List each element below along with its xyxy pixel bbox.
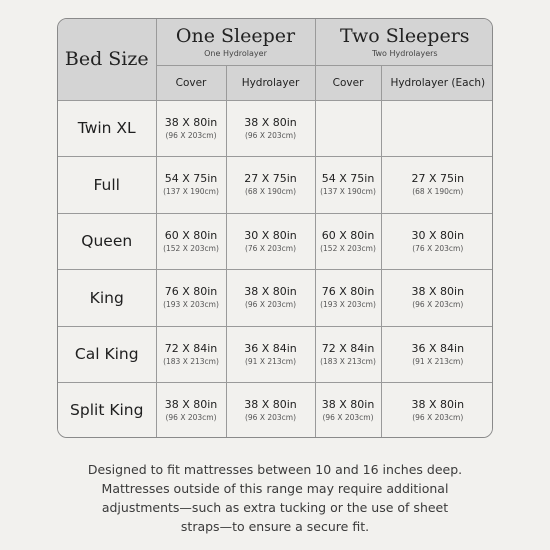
table-row — [58, 156, 493, 213]
dimension-cell — [381, 100, 493, 156]
dimension-inches: 36 X 84in — [244, 341, 297, 355]
row-label: Cal King — [58, 326, 156, 382]
dimension-cell — [156, 326, 226, 382]
dimension-cell — [226, 156, 315, 213]
dimension-cm: (68 X 190cm) — [244, 187, 297, 196]
dimension-inches: 54 X 75in — [164, 172, 218, 185]
size-chart-table-wrapper — [57, 18, 493, 438]
group-title: Two Sleepers — [339, 25, 470, 48]
dimension-inches: 38 X 80in — [411, 397, 465, 411]
row-label: King — [58, 269, 156, 326]
column-header-hydrolayer: Hydrolayer — [226, 65, 315, 100]
dimension-cell — [226, 326, 315, 382]
row-label: Full — [58, 156, 156, 213]
footer-line: straps—to ensure a secure fit. — [180, 519, 370, 534]
footer-line: adjustments—such as extra tucking or the use of sheet — [101, 500, 449, 515]
dimension-cell — [315, 213, 381, 269]
group-subtitle: One Hydrolayer — [204, 49, 267, 59]
dimension-inches: 60 X 80in — [321, 228, 375, 242]
dimension-cell — [156, 269, 226, 326]
dimension-cm: (76 X 203cm) — [244, 243, 297, 253]
bed-size-header: Bed Size — [58, 19, 156, 100]
dimension-cm: (96 X 203cm) — [412, 412, 464, 422]
row-label: Split King — [58, 382, 156, 438]
dimension-cell — [315, 100, 381, 156]
footer-note — [40, 460, 510, 536]
row-label: Twin XL — [58, 100, 156, 156]
dimension-cm: (183 X 213cm) — [163, 356, 219, 366]
dimension-cell — [156, 382, 226, 438]
group-header-two-sleepers — [315, 19, 493, 65]
dimension-inches: 72 X 84in — [164, 341, 218, 355]
dimension-cell — [226, 382, 315, 438]
dimension-inches: 27 X 75in — [411, 172, 465, 185]
table-row — [58, 326, 493, 382]
dimension-cm: (91 X 213cm) — [244, 356, 297, 366]
dimension-cell — [381, 213, 493, 269]
dimension-cm: (193 X 203cm) — [163, 300, 219, 309]
dimension-inches: 38 X 80in — [164, 397, 218, 411]
dimension-cell — [315, 326, 381, 382]
dimension-cell — [156, 213, 226, 269]
dimension-cm: (96 X 203cm) — [165, 130, 217, 140]
dimension-cm: (183 X 213cm) — [320, 356, 376, 366]
dimension-cm: (137 X 190cm) — [163, 187, 219, 196]
table-row — [58, 213, 493, 269]
column-header-cover: Cover — [156, 65, 226, 100]
dimension-cell — [226, 100, 315, 156]
dimension-cm: (96 X 203cm) — [244, 412, 297, 422]
footer-line: Mattresses outside of this range may require additional — [101, 481, 449, 496]
dimension-inches: 38 X 80in — [244, 397, 297, 411]
dimension-inches: 76 X 80in — [164, 285, 218, 298]
group-header-one-sleeper — [156, 19, 315, 65]
dimension-cm: (96 X 203cm) — [322, 412, 374, 422]
dimension-cm: (91 X 213cm) — [412, 356, 464, 366]
size-chart-table — [58, 19, 493, 438]
dimension-cell — [381, 326, 493, 382]
dimension-inches: 60 X 80in — [164, 228, 218, 242]
dimension-cell — [226, 213, 315, 269]
dimension-cell — [315, 382, 381, 438]
dimension-inches: 38 X 80in — [321, 397, 375, 411]
dimension-inches: 72 X 84in — [321, 341, 375, 355]
footer-line: Designed to fit mattresses between 10 and 16 inches deep. — [87, 462, 463, 477]
dimension-inches: 54 X 75in — [321, 172, 375, 185]
dimension-cell — [381, 382, 493, 438]
dimension-cm: (96 X 203cm) — [165, 412, 217, 422]
dimension-inches: 38 X 80in — [164, 115, 218, 129]
dimension-cell — [315, 269, 381, 326]
table-row — [58, 100, 493, 156]
dimension-inches: 38 X 80in — [244, 115, 297, 129]
row-label: Queen — [58, 213, 156, 269]
group-subtitle: Two Hydrolayers — [371, 49, 438, 59]
dimension-cell — [381, 269, 493, 326]
dimension-cm: (68 X 190cm) — [412, 187, 464, 196]
dimension-cm: (137 X 190cm) — [320, 187, 376, 196]
dimension-cell — [381, 156, 493, 213]
dimension-cm: (96 X 203cm) — [244, 300, 297, 309]
dimension-cell — [156, 156, 226, 213]
dimension-cm: (96 X 203cm) — [412, 300, 464, 309]
dimension-cell — [226, 269, 315, 326]
group-title: One Sleeper — [175, 25, 296, 48]
dimension-cm: (152 X 203cm) — [163, 243, 219, 253]
dimension-cm: (193 X 203cm) — [320, 300, 376, 309]
dimension-inches: 38 X 80in — [411, 285, 465, 298]
dimension-inches: 30 X 80in — [244, 228, 297, 242]
dimension-inches: 36 X 84in — [411, 341, 465, 355]
dimension-inches: 30 X 80in — [411, 228, 465, 242]
table-row — [58, 269, 493, 326]
dimension-inches: 27 X 75in — [244, 172, 297, 185]
column-header-cover: Cover — [315, 65, 381, 100]
dimension-cell — [315, 156, 381, 213]
dimension-cell — [156, 100, 226, 156]
dimension-cm: (76 X 203cm) — [412, 243, 464, 253]
table-row — [58, 382, 493, 438]
dimension-inches: 38 X 80in — [244, 285, 297, 298]
column-header-hydrolayer-each: Hydrolayer (Each) — [381, 65, 493, 100]
dimension-cm: (152 X 203cm) — [320, 243, 376, 253]
dimension-cm: (96 X 203cm) — [244, 130, 297, 140]
dimension-inches: 76 X 80in — [321, 285, 375, 298]
